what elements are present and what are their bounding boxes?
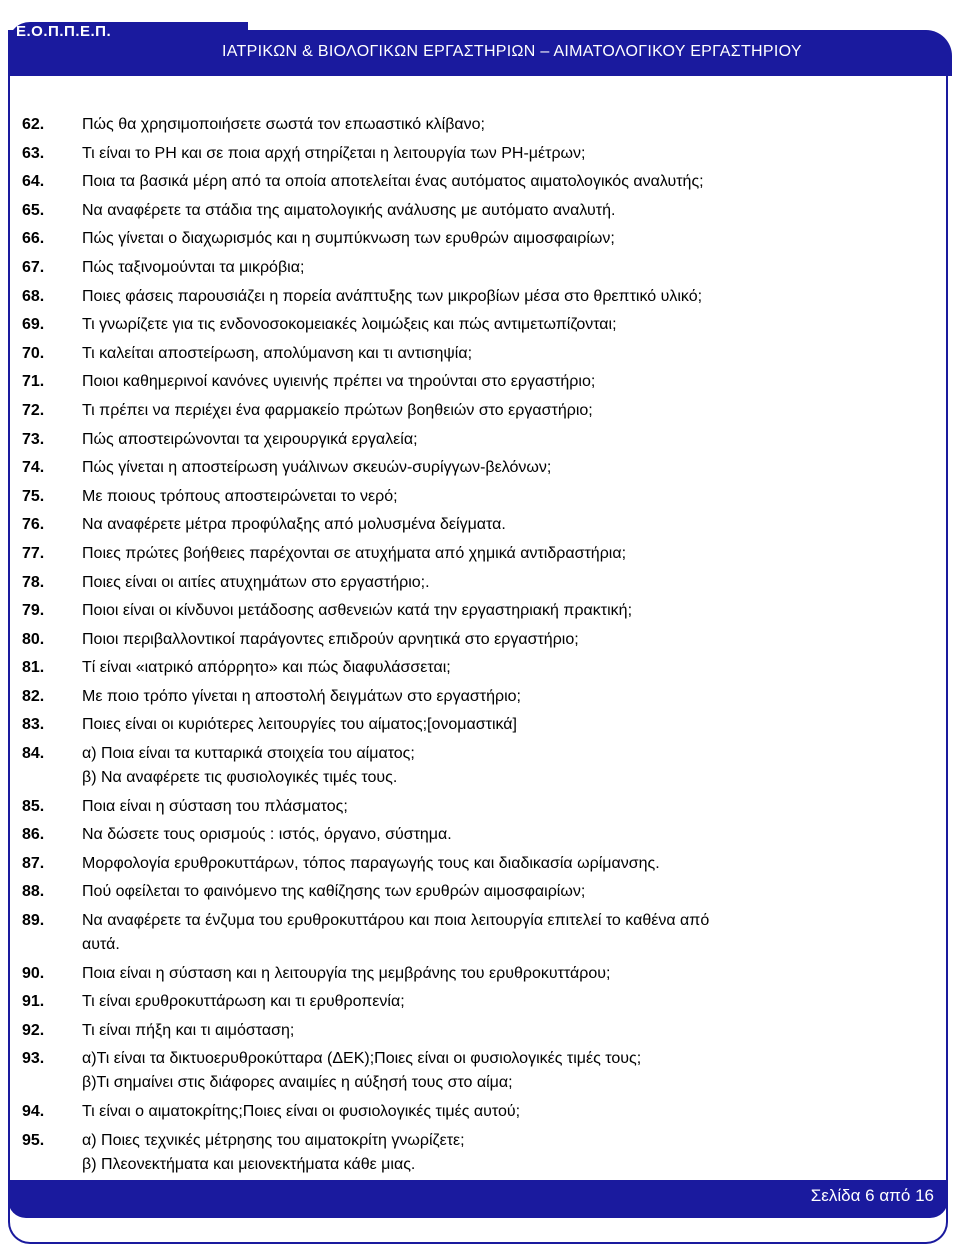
question-item [22,227,922,251]
question-number: 85. [22,797,45,815]
question-item [22,823,922,847]
question-item [22,1100,922,1124]
question-line: Ποια είναι η σύσταση και η λειτουργία της μεμβράνης του ερυθροκυττάρου; [82,964,611,982]
question-item [22,142,922,166]
question-text [82,742,922,790]
question-text [82,713,922,737]
question-line: Με ποιους τρόπους αποστειρώνεται το νερό; [82,487,398,505]
question-text [82,199,922,223]
question-text [82,685,922,709]
question-number: 82. [22,687,45,705]
question-text [82,399,922,423]
question-text [82,313,922,337]
question-line: αυτά. [82,936,120,954]
question-text [82,456,922,480]
question-number: 89. [22,912,45,930]
question-text [82,428,922,452]
question-line: Ποιες είναι οι κυριότερες λειτουργίες του αίματος;[ονομαστικά] [82,716,517,734]
question-text [82,113,922,137]
question-number: 66. [22,230,45,248]
header-org: Ε.Ο.Π.Π.Ε.Π. [16,23,112,40]
question-item [22,199,922,223]
question-line: Ποιες φάσεις παρουσιάζει η πορεία ανάπτυξης των μικροβίων μέσα στο θρεπτικό υλικό; [82,287,703,305]
question-number: 65. [22,201,45,219]
question-number: 88. [22,883,45,901]
question-list [22,113,922,1181]
question-text [82,342,922,366]
question-text [82,880,922,904]
question-text [82,823,922,847]
question-line: Τι είναι πήξη και τι αιμόσταση; [82,1021,295,1039]
question-line: Πώς ταξινομούνται τα μικρόβια; [82,258,305,276]
question-line: Τι πρέπει να περιέχει ένα φαρμακείο πρώτων βοηθειών στο εργαστήριο; [82,401,593,419]
question-text [82,256,922,280]
question-line: Μορφολογία ερυθροκυττάρων, τόπος παραγωγής τους και διαδικασία ωρίμανσης. [82,854,660,872]
question-line: Πού οφείλεται το φαινόμενο της καθίζησης των ερυθρών αιμοσφαιρίων; [82,883,586,901]
question-number: 67. [22,258,45,276]
question-number: 79. [22,602,45,620]
question-number: 76. [22,516,45,534]
question-item [22,313,922,337]
question-number: 62. [22,116,45,133]
question-item [22,909,922,957]
question-number: 77. [22,544,45,562]
question-text [82,795,922,819]
page-number: Σελίδα 6 από 16 [810,1186,934,1205]
footer-bar [8,1180,948,1218]
question-item [22,399,922,423]
question-text [82,962,922,986]
question-number: 74. [22,459,45,477]
question-line: Να αναφέρετε τα στάδια της αιματολογικής ανάλυσης με αυτόματο αναλυτή. [82,201,616,219]
question-line: Ποιες είναι οι αιτίες ατυχημάτων στο εργαστήριο;. [82,573,430,591]
question-number: 95. [22,1131,45,1149]
question-text [82,990,922,1014]
question-item [22,170,922,194]
question-item [22,962,922,986]
question-text [82,628,922,652]
question-number: 70. [22,344,45,362]
question-line: Ποιοι είναι οι κίνδυνοι μετάδοσης ασθενειών κατά την εργαστηριακή πρακτική; [82,602,633,620]
question-text [82,656,922,680]
question-item [22,571,922,595]
question-line: β) Πλεονεκτήματα και μειονεκτήματα κάθε μιας. [82,1155,416,1173]
question-number: 93. [22,1050,45,1068]
question-line: Με ποιο τρόπο γίνεται η αποστολή δειγμάτων στο εργαστήριο; [82,687,521,705]
question-text [82,1019,922,1043]
question-number: 69. [22,316,45,334]
question-number: 92. [22,1021,45,1039]
question-item [22,852,922,876]
question-text [82,285,922,309]
question-item [22,342,922,366]
question-item [22,113,922,137]
question-item [22,285,922,309]
question-number: 80. [22,630,45,648]
question-number: 78. [22,573,45,591]
question-number: 73. [22,430,45,448]
question-item [22,1129,922,1177]
question-item [22,1019,922,1043]
question-line: Τι γνωρίζετε για τις ενδονοσοκομειακές λοιμώξεις και πώς αντιμετωπίζονται; [82,316,617,334]
question-item [22,1047,922,1095]
question-text [82,370,922,394]
question-number: 75. [22,487,45,505]
question-number: 84. [22,745,45,763]
question-number: 86. [22,826,45,844]
question-item [22,742,922,790]
question-line: Πώς γίνεται ο διαχωρισμός και η συμπύκνωση των ερυθρών αιμοσφαιρίων; [82,230,615,248]
question-line: Ποιοι περιβαλλοντικοί παράγοντες επιδρούν αρνητικά στο εργαστήριο; [82,630,579,648]
question-line: Να αναφέρετε μέτρα προφύλαξης από μολυσμένα δείγματα. [82,516,506,534]
question-text [82,142,922,166]
question-text [82,1129,922,1177]
question-item [22,370,922,394]
question-line: Ποια τα βασικά μέρη από τα οποία αποτελείται ένας αυτόματος αιματολογικός αναλυτής; [82,173,704,191]
question-text [82,170,922,194]
question-line: Ποιοι καθημερινοί κανόνες υγιεινής πρέπει να τηρούνται στο εργαστήριο; [82,373,596,391]
question-number: 81. [22,659,45,677]
question-text [82,909,922,957]
question-text [82,542,922,566]
question-text [82,571,922,595]
question-item [22,599,922,623]
question-number: 94. [22,1103,45,1120]
question-line: Τι είναι το PH και σε ποια αρχή στηρίζεται η λειτουργία των PH-μέτρων; [82,144,586,162]
question-item [22,542,922,566]
question-text [82,485,922,509]
question-item [22,656,922,680]
question-line: α) Ποια είναι τα κυτταρικά στοιχεία του αίματος; [82,745,415,763]
question-number: 87. [22,854,45,872]
question-text [82,599,922,623]
question-number: 63. [22,144,45,162]
question-text [82,1047,922,1095]
question-number: 72. [22,401,45,419]
question-line: Τί είναι «ιατρικό απόρρητο» και πώς διαφυλάσσεται; [82,659,451,677]
question-line: Τι είναι ο αιματοκρίτης;Ποιες είναι οι φυσιολογικές τιμές αυτού; [82,1103,521,1120]
question-line: Πώς αποστειρώνονται τα χειρουργικά εργαλεία; [82,430,418,448]
question-line: β)Τι σημαίνει στις διάφορες αναιμίες η αύξησή τους στο αίμα; [82,1074,513,1092]
question-item [22,513,922,537]
question-number: 71. [22,373,45,391]
question-line: Πώς θα χρησιμοποιήσετε σωστά τον επωαστικό κλίβανο; [82,116,485,133]
question-text [82,1100,922,1124]
question-line: Πώς γίνεται η αποστείρωση γυάλινων σκευών-συρίγγων-βελόνων; [82,459,552,477]
question-text [82,513,922,537]
question-line: α)Τι είναι τα δικτυοερυθροκύτταρα (ΔΕΚ);Ποιες είναι οι φυσιολογικές τιμές τους; [82,1050,642,1068]
question-item [22,428,922,452]
question-line: Τι είναι ερυθροκυττάρωση και τι ερυθροπενία; [82,993,405,1011]
question-line: α) Ποιες τεχνικές μέτρησης του αιματοκρίτη γνωρίζετε; [82,1131,465,1149]
question-item [22,485,922,509]
question-item [22,795,922,819]
question-line: β) Να αναφέρετε τις φυσιολογικές τιμές τους. [82,769,398,787]
question-text [82,852,922,876]
question-item [22,456,922,480]
question-item [22,990,922,1014]
question-item [22,713,922,737]
question-number: 90. [22,964,45,982]
question-number: 83. [22,716,45,734]
question-number: 91. [22,993,45,1011]
question-line: Ποια είναι η σύσταση του πλάσματος; [82,797,348,815]
question-number: 64. [22,173,45,191]
question-item [22,880,922,904]
question-item [22,685,922,709]
question-item [22,256,922,280]
question-line: Να αναφέρετε τα ένζυμα του ερυθροκυττάρου και ποια λειτουργία επιτελεί το καθένα από [82,912,710,930]
header-title: ΙΑΤΡΙΚΩΝ & ΒΙΟΛΟΓΙΚΩΝ ΕΡΓΑΣΤΗΡΙΩΝ – ΑΙΜΑΤΟΛΟΓΙΚΟΥ ΕΡΓΑΣΤΗΡΙΟΥ [222,43,802,60]
question-number: 68. [22,287,45,305]
question-text [82,227,922,251]
question-line: Τι καλείται αποστείρωση, απολύμανση και τι αντισηψία; [82,344,473,362]
question-line: Ποιες πρώτες βοήθειες παρέχονται σε ατυχήματα από χημικά αντιδραστήρια; [82,544,627,562]
question-line: Να δώσετε τους ορισμούς : ιστός, όργανο, σύστημα. [82,826,452,844]
question-item [22,628,922,652]
